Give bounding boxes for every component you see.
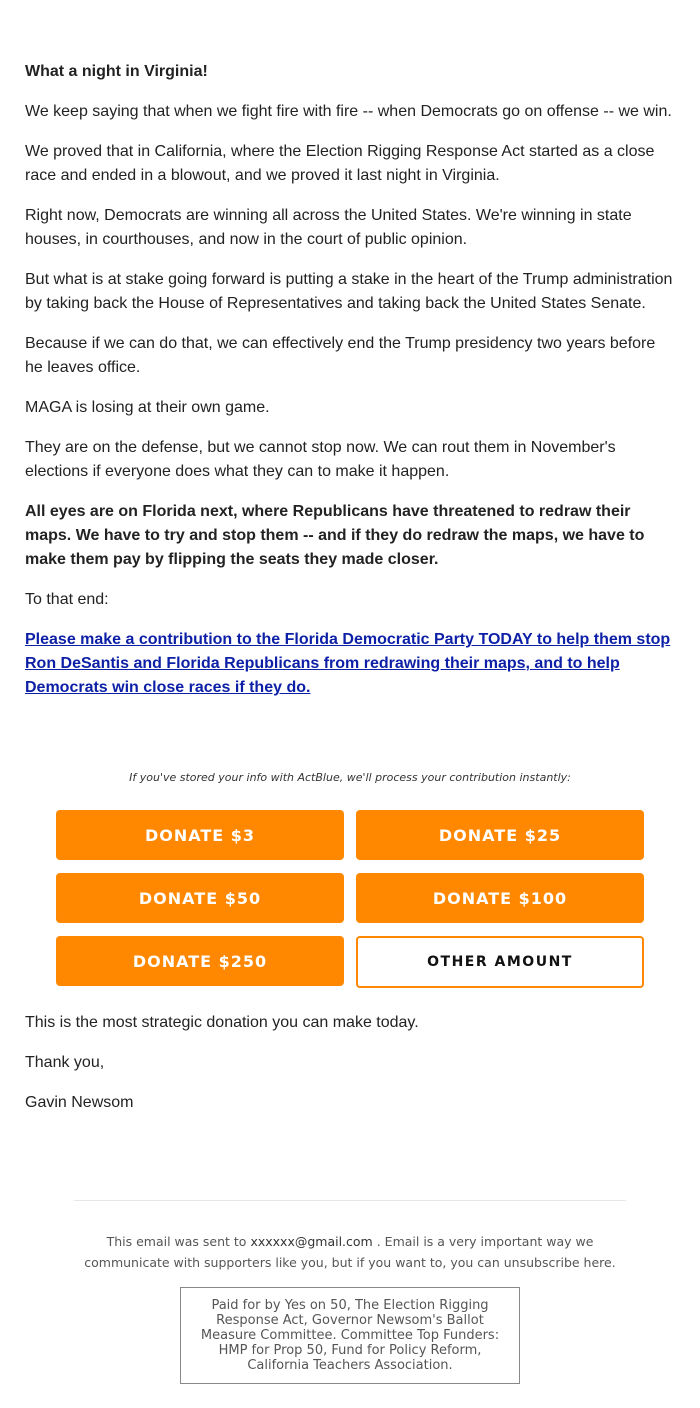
- footer-divider: [74, 1200, 626, 1201]
- other-amount-button[interactable]: OTHER AMOUNT: [356, 936, 644, 988]
- paragraph-maga: MAGA is losing at their own game.: [25, 399, 270, 416]
- footer-notice: [80, 1231, 620, 1273]
- actblue-note: If you've stored your info with ActBlue, we'll process your contribution instantly:: [129, 771, 571, 784]
- paragraph-defense: They are on the defense, but we cannot stop now. We can rout them in November's elections if everyone does what they can to make it happen.: [25, 439, 616, 480]
- contribute-link[interactable]: Please make a contribution to the Florida Democratic Party TODAY to help them stop Ron DeSantis and Florida Republicans from redrawing their maps, and to help Democrats win close races if they do.: [25, 631, 671, 696]
- footer-sent-suffix: . Email is a very important way we communicate with supporters like you, but if you want to, you can: [84, 1234, 594, 1270]
- paragraph-winning: Right now, Democrats are winning all across the United States. We're winning in state houses, in courthouses, and now in the court of public opinion.: [25, 207, 632, 248]
- footer-email-address: xxxxxx@gmail.com: [250, 1234, 373, 1249]
- donate-3-button[interactable]: DONATE $3: [56, 810, 344, 860]
- paragraph-florida: All eyes are on Florida next, where Republicans have threatened to redraw their maps. We have to try and stop them -- and if they do redraw the maps, we have to make them pay by flipping the seats they made closer.: [25, 503, 645, 568]
- unsubscribe-link[interactable]: unsubscribe here: [503, 1255, 612, 1270]
- email-greeting: What a night in Virginia!: [25, 63, 208, 80]
- paragraph-end-presidency: Because if we can do that, we can effectively end the Trump presidency two years before he leaves office.: [25, 335, 656, 376]
- footer-sent-prefix: This email was sent to: [106, 1234, 247, 1249]
- footer-end: .: [611, 1255, 616, 1270]
- donate-25-button[interactable]: DONATE $25: [356, 810, 644, 860]
- closing-section: [25, 1011, 673, 1131]
- email-body: [25, 60, 673, 716]
- paragraph-fire-with-fire: We keep saying that when we fight fire with fire -- when Democrats go on offense -- we win.: [25, 103, 672, 120]
- signature: Gavin Newsom: [25, 1094, 134, 1111]
- paragraph-stake: But what is at stake going forward is putting a stake in the heart of the Trump administration by taking back the House of Representatives and taking back the United States Senate.: [25, 271, 673, 312]
- thanks-line: Thank you,: [25, 1054, 105, 1071]
- donate-100-button[interactable]: DONATE $100: [356, 873, 644, 923]
- donate-50-button[interactable]: DONATE $50: [56, 873, 344, 923]
- donate-250-button[interactable]: DONATE $250: [56, 936, 344, 986]
- paragraph-california: We proved that in California, where the Election Rigging Response Act started as a close race and ended in a blowout, and we proved it last night in Virginia.: [25, 143, 655, 184]
- paragraph-to-that-end: To that end:: [25, 591, 109, 608]
- closing-line: This is the most strategic donation you can make today.: [25, 1014, 419, 1031]
- paid-for-disclaimer: Paid for by Yes on 50, The Election Rigging Response Act, Governor Newsom's Ballot Measure Committee. Committee Top Funders: HMP for Prop 50, Fund for Policy Reform, California Teachers Association.: [180, 1287, 520, 1384]
